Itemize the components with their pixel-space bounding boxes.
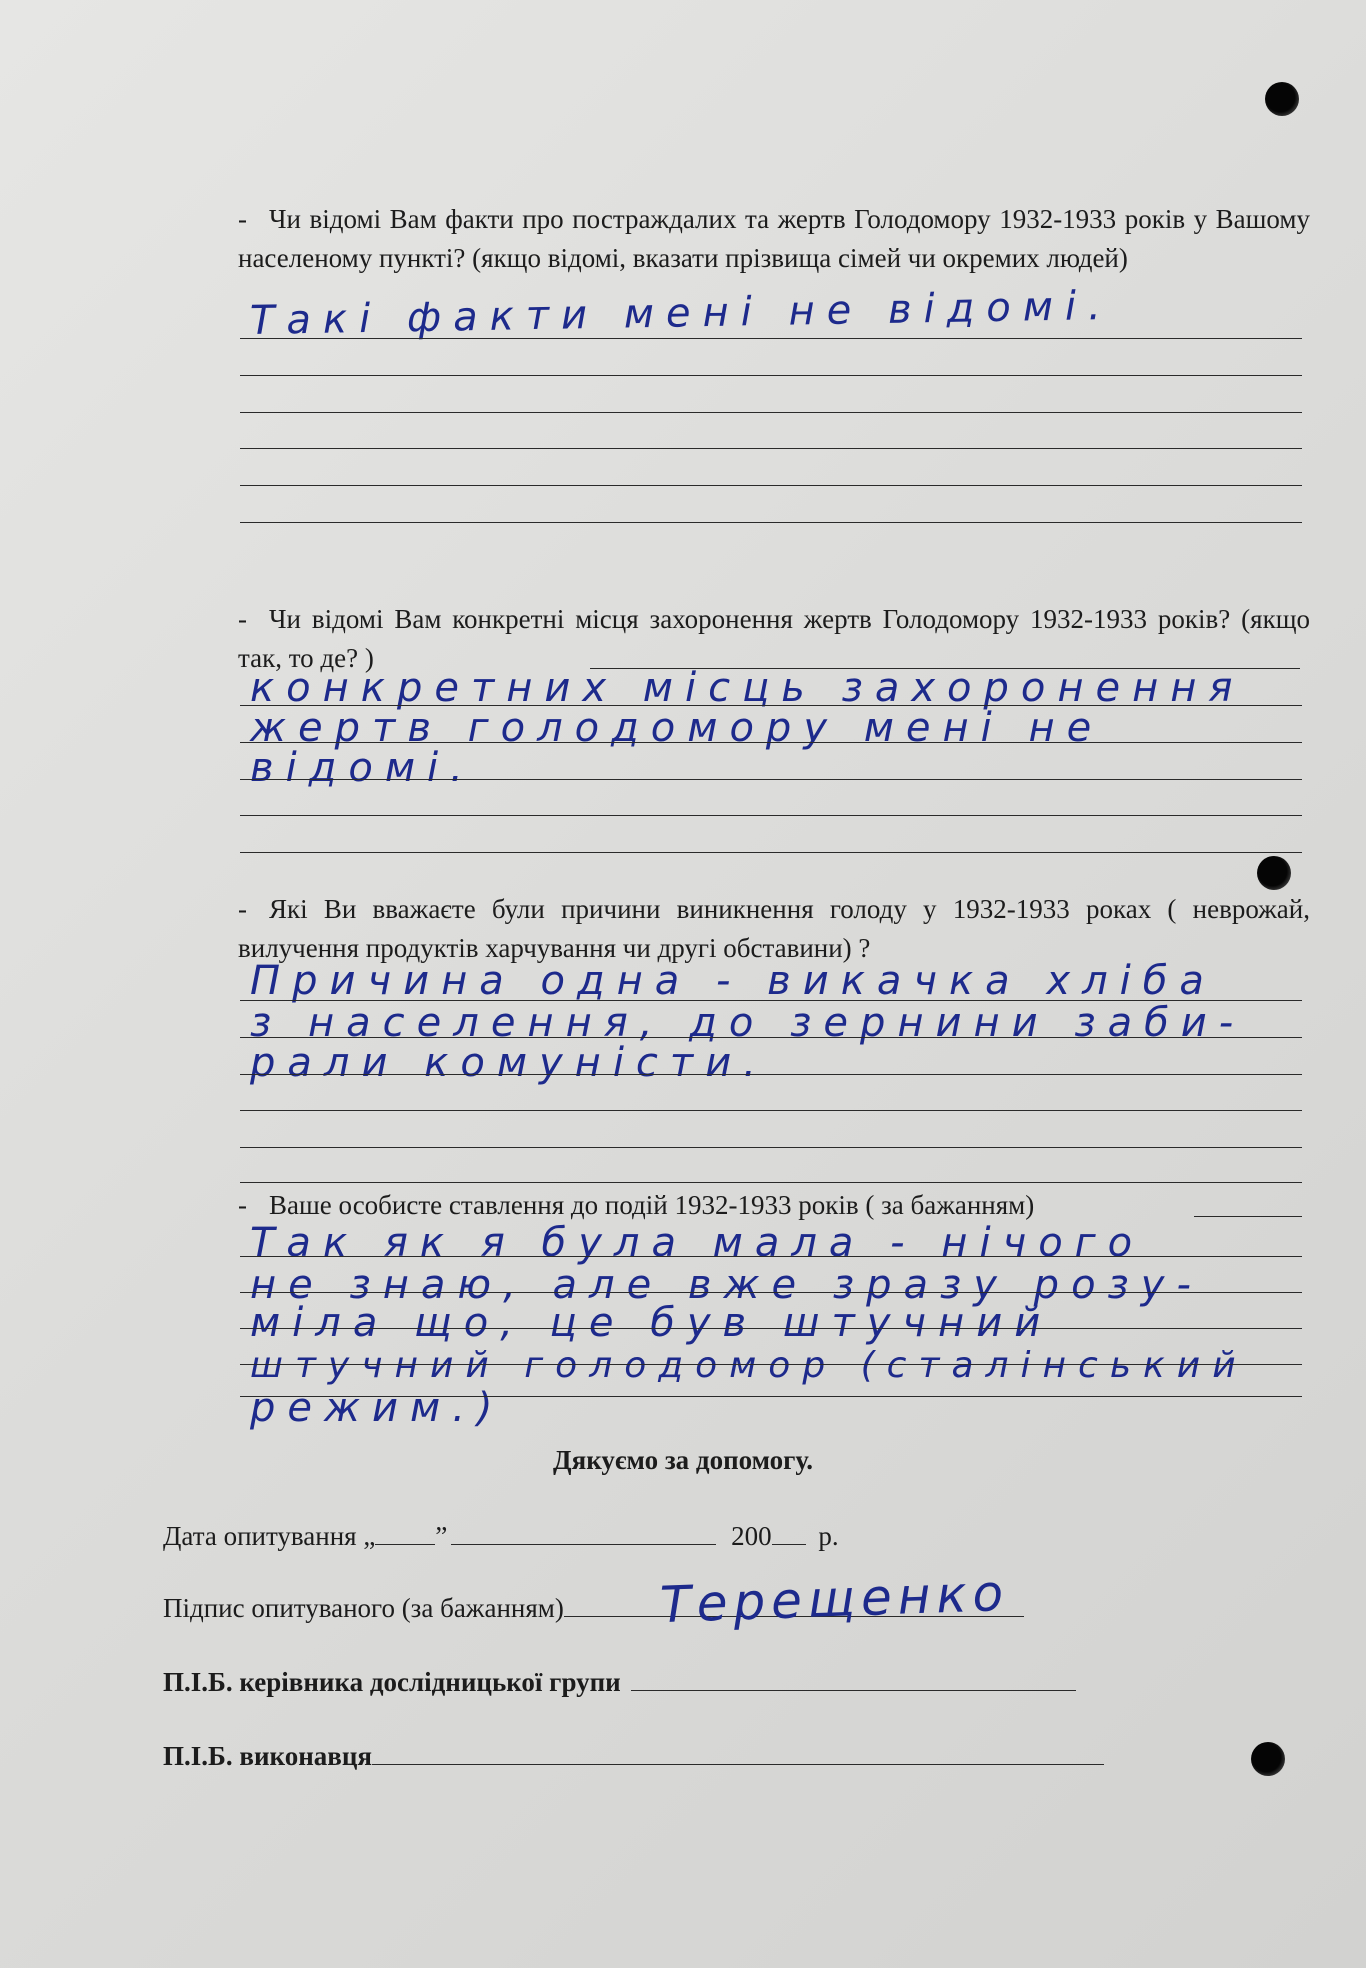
date-suffix: р. bbox=[818, 1521, 839, 1551]
answer-3-line-3: рали комуністи. bbox=[250, 1040, 768, 1086]
answer-rule bbox=[240, 1037, 1302, 1038]
answer-rule bbox=[240, 338, 1302, 339]
answer-2-line-2: жертв голодомору мені не bbox=[250, 705, 1104, 751]
answer-rule bbox=[240, 815, 1302, 816]
date-month-blank[interactable] bbox=[451, 1518, 716, 1545]
question-3: - Які Ви вважаєте були причини виникнення голоду у 1932-1933 роках ( неврожай, вилучення продуктів харчування чи другі обставини) ? bbox=[238, 894, 1310, 963]
question-3-text: Які Ви вважаєте були причини виникнення голоду у 1932-1933 роках ( неврожай, вилучення продуктів харчування чи другі обставини) ? bbox=[238, 894, 1310, 963]
answer-rule bbox=[240, 1328, 1302, 1329]
question-2: - Чи відомі Вам конкретні місця захоронення жертв Голодомору 1932-1933 років? (якщо так, то де? ) bbox=[238, 604, 1310, 673]
answer-4-line-5: режим.) bbox=[250, 1385, 505, 1431]
answer-rule bbox=[240, 1364, 1302, 1365]
answer-rule bbox=[240, 779, 1302, 780]
answer-rule bbox=[240, 1292, 1302, 1293]
date-year: 200 bbox=[731, 1521, 772, 1551]
answer-rule bbox=[240, 852, 1302, 853]
respondent-signature: Терещенко bbox=[659, 1563, 1011, 1635]
executor-label: П.І.Б. виконавця bbox=[163, 1741, 372, 1771]
answer-rule bbox=[240, 375, 1302, 376]
punch-hole bbox=[1265, 82, 1299, 116]
answer-rule bbox=[240, 448, 1302, 449]
answer-rule bbox=[1194, 1216, 1302, 1217]
answer-3-line-2: з населення, до зернини заби- bbox=[250, 1000, 1246, 1046]
answer-rule bbox=[240, 522, 1302, 523]
question-4-text: Ваше особисте ставлення до подій 1932-1933 років ( за бажанням) bbox=[269, 1190, 1035, 1220]
answer-2-line-1: конкретних місць захоронення bbox=[250, 665, 1245, 711]
answer-rule bbox=[240, 485, 1302, 486]
answer-rule bbox=[240, 1110, 1302, 1111]
answer-rule bbox=[240, 412, 1302, 413]
answer-rule bbox=[240, 1074, 1302, 1075]
question-2-text: Чи відомі Вам конкретні місця захоронення жертв Голодомору 1932-1933 років? (якщо так, то де? ) bbox=[238, 604, 1310, 673]
answer-rule bbox=[240, 1256, 1302, 1257]
answer-rule bbox=[240, 1147, 1302, 1148]
date-label: Дата опитування „ bbox=[163, 1521, 376, 1551]
leader-label: П.І.Б. керівника дослідницької групи bbox=[163, 1667, 621, 1697]
answer-rule bbox=[240, 705, 1302, 706]
answer-1-line-1: Такі факти мені не відомі. bbox=[249, 282, 1114, 344]
date-day-blank[interactable] bbox=[375, 1518, 435, 1545]
date-field bbox=[163, 1518, 839, 1554]
question-4: - Ваше особисте ставлення до подій 1932-1933 років ( за бажанням) bbox=[238, 1190, 1035, 1220]
answer-4-line-4: штучний голодомор (сталінський bbox=[250, 1345, 1248, 1386]
date-quote: ” bbox=[435, 1521, 448, 1551]
leader-blank[interactable] bbox=[631, 1664, 1076, 1691]
answer-rule bbox=[240, 742, 1302, 743]
answer-2-line-3: відомі. bbox=[250, 745, 475, 791]
question-1: - Чи відомі Вам факти про постраждалих та жертв Голодомору 1932-1933 років у Вашому населеному пункті? (якщо відомі, вказати прізвища сімей чи окремих людей) bbox=[238, 204, 1310, 273]
answer-rule bbox=[240, 1000, 1302, 1001]
date-year-blank[interactable] bbox=[772, 1518, 806, 1545]
leader-field bbox=[163, 1664, 1076, 1700]
answer-4-line-2: не знаю, але вже зразу розу- bbox=[250, 1262, 1203, 1308]
thanks-text: Дякуємо за допомогу. bbox=[553, 1445, 813, 1475]
answer-rule bbox=[240, 1182, 1302, 1183]
executor-field bbox=[163, 1738, 1104, 1774]
answer-4-line-1: Так як я була мала - нічого bbox=[250, 1220, 1145, 1266]
punch-hole bbox=[1257, 856, 1291, 890]
executor-blank[interactable] bbox=[372, 1738, 1104, 1765]
answer-rule bbox=[240, 1396, 1302, 1397]
answer-4-line-3: міла що, це був штучний bbox=[250, 1300, 1053, 1346]
signature-label: Підпис опитуваного (за бажанням) bbox=[163, 1593, 564, 1623]
answer-3-line-1: Причина одна - викачка хліба bbox=[250, 958, 1216, 1004]
question-1-text: Чи відомі Вам факти про постраждалих та жертв Голодомору 1932-1933 років у Вашому населеному пункті? (якщо відомі, вказати прізвища сімей чи окремих людей) bbox=[238, 204, 1310, 273]
punch-hole bbox=[1251, 1742, 1285, 1776]
